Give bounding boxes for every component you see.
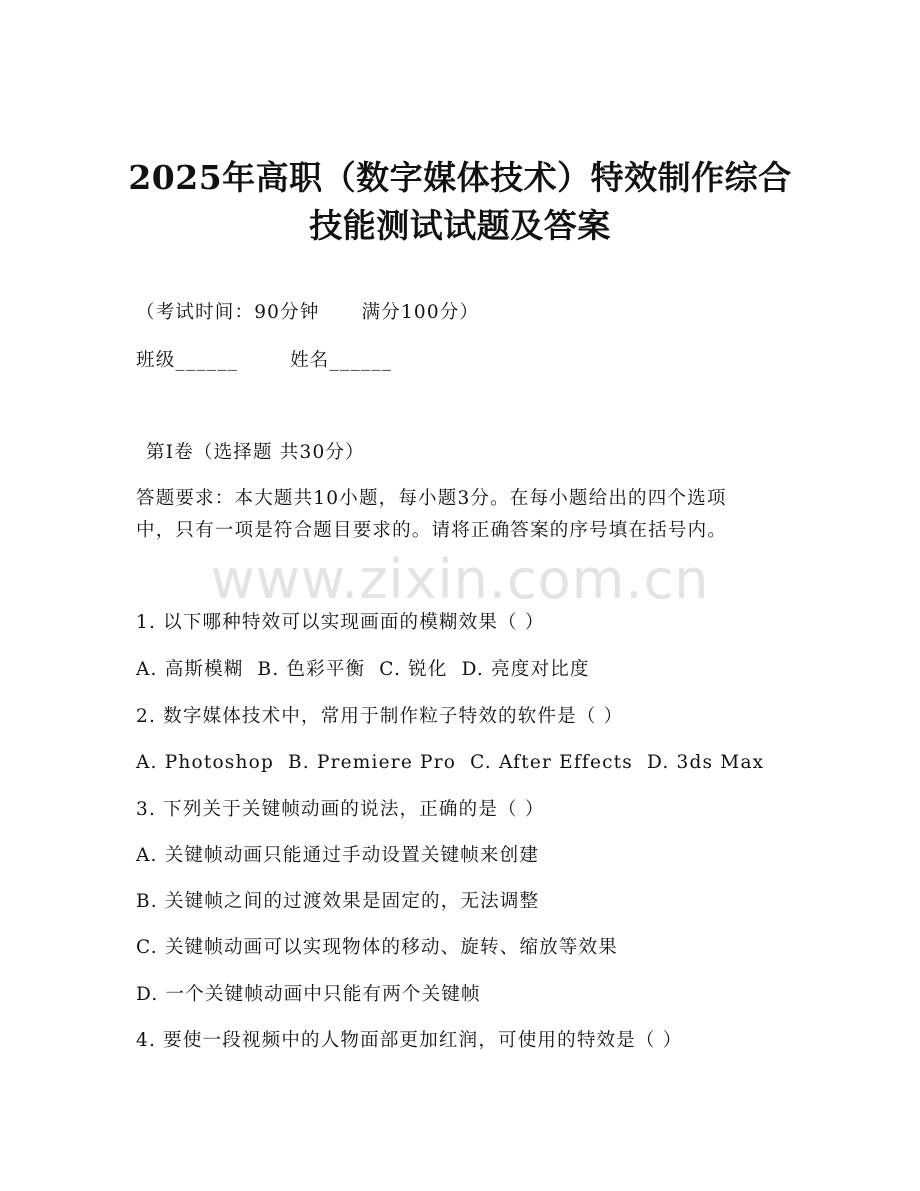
question-3-option-b: B. 关键帧之间的过渡效果是固定的，无法调整 [136, 891, 540, 912]
option-a: A. Photoshop [136, 752, 274, 773]
option-b: B. 色彩平衡 [257, 659, 366, 680]
question-1-stem: 1. 以下哪种特效可以实现画面的模糊效果（ ） [136, 612, 545, 633]
option-d: D. 亮度对比度 [461, 659, 590, 680]
option-b: B. Premiere Pro [287, 752, 457, 773]
option-c: C. 锐化 [379, 659, 448, 680]
exam-info [136, 300, 479, 326]
question-3-option-a: A. 关键帧动画只能通过手动设置关键帧来创建 [136, 845, 540, 866]
option-c: C. After Effects [470, 752, 633, 773]
option-a: A. 高斯模糊 [136, 659, 244, 680]
exam-score: 满分100分） [361, 302, 480, 323]
question-3-stem: 3. 下列关于关键帧动画的说法，正确的是（ ） [136, 799, 545, 820]
question-2-options [136, 750, 764, 776]
question-4-stem: 4. 要使一段视频中的人物面部更加红润，可使用的特效是（ ） [136, 1030, 683, 1051]
exam-time: （考试时间：90分钟 [136, 302, 320, 323]
question-3-option-c: C. 关键帧动画可以实现物体的移动、旋转、缩放等效果 [136, 937, 618, 958]
instructions-line-1: 答题要求：本大题共10小题，每小题3分。在每小题给出的四个选项 [136, 488, 727, 509]
class-field: 班级______ [136, 350, 239, 371]
question-2-stem: 2. 数字媒体技术中，常用于制作粒子特效的软件是（ ） [136, 706, 624, 727]
question-1-options [136, 657, 590, 683]
instructions-line-2: 中，只有一项是符合题目要求的。请将正确答案的序号填在括号内。 [136, 520, 728, 541]
document-title-line-2: 技能测试试题及答案 [309, 206, 611, 245]
student-info [136, 348, 392, 374]
question-3-option-d: D. 一个关键帧动画中只能有两个关键帧 [136, 984, 481, 1005]
name-field: 姓名______ [290, 350, 393, 371]
document-title-line-1: 2025年高职（数字媒体技术）特效制作综合 [128, 158, 792, 197]
option-d: D. 3ds Max [646, 752, 765, 773]
watermark: www.zixin.com.cn [210, 548, 710, 611]
section-heading: 第Ⅰ卷（选择题 共30分） [146, 442, 365, 463]
